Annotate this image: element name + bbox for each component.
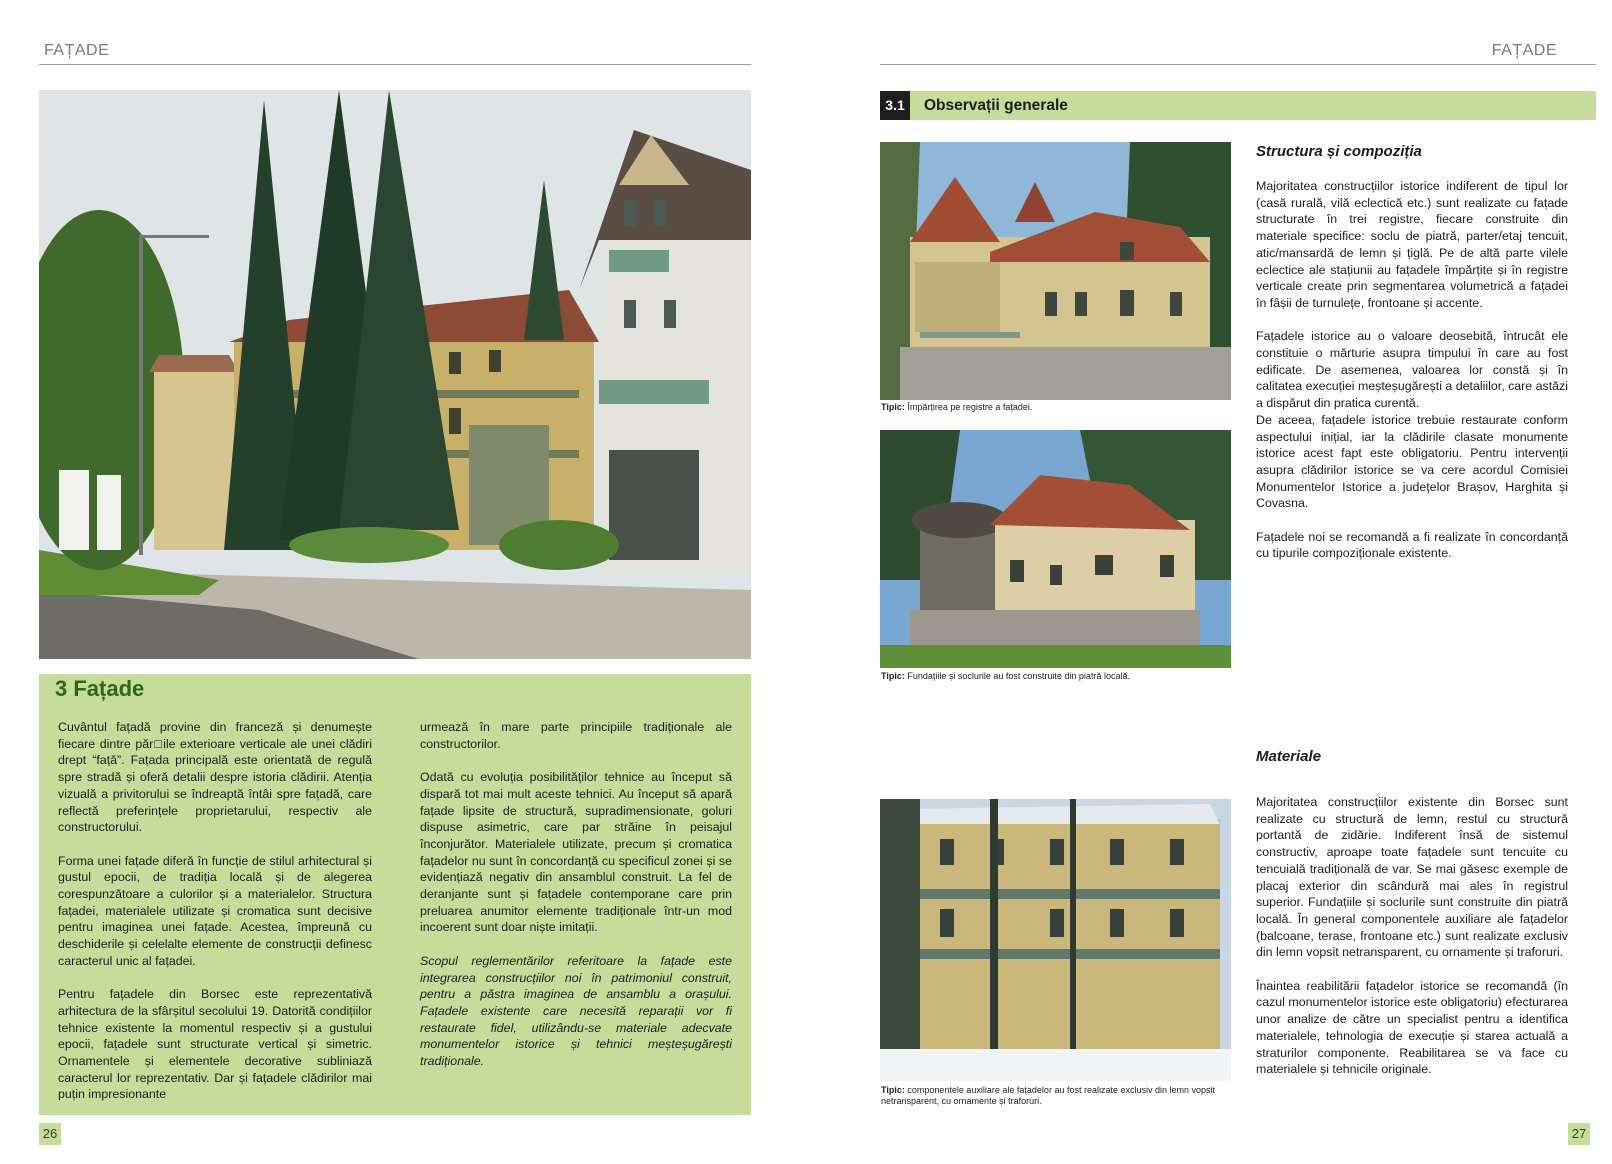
header-rule bbox=[880, 64, 1596, 65]
subsection-title: Structura și compoziția bbox=[1256, 143, 1422, 160]
running-head: FAȚADE bbox=[44, 42, 110, 59]
section-number: 3.1 bbox=[880, 91, 910, 120]
villa-photo-1 bbox=[880, 142, 1231, 400]
paragraph: Fațadele istorice au o valoare deosebită, întrucât ele constituie o mărturie asupra timpului în care au fost edificate. De asemenea, valoarea lor constă și în calitatea execuției meșteșugărești a detaliilor, care astăzi a dispărut din pratica curentă. bbox=[1256, 329, 1568, 411]
chapter-title: 3 Fațade bbox=[55, 676, 145, 701]
text-column-1 bbox=[58, 719, 372, 1120]
right-page bbox=[806, 0, 1612, 1164]
page-number: 26 bbox=[39, 1123, 61, 1145]
materiale-text bbox=[1256, 794, 1568, 1095]
street-photo bbox=[39, 90, 751, 659]
paragraph: Pentru fațadele din Borsec este reprezentativă arhitectura de la sfârșitul secolului 19. Datorită condițiilor tehnice existente la momentul respectiv și a gustului epocii, fațadele sunt structurate vertical și simetric. Ornamentele și elementele decorative subliniază caracterul lor reprezentativ. Dar și fațadele clădirilor mai puțin impresionante bbox=[58, 987, 372, 1102]
paragraph: Fațadele noi se recomandă a fi realizate în concordanță cu tipurile compoziționale existente. bbox=[1256, 529, 1568, 561]
section-title: Observații generale bbox=[924, 97, 1068, 114]
villa-photo-2 bbox=[880, 430, 1231, 668]
subsection-title: Materiale bbox=[1256, 748, 1322, 765]
paragraph: De aceea, fațadele istorice trebuie restaurate conform aspectului inițial, iar la clădirile clasate monumente istorice acest fapt este obligatoriu. Pentru intervenții asupra clădirilor istorice se va cere acordul Comisiei Monumentelor Istorice a județelor Brașov, Harghita și Covasna. bbox=[1256, 412, 1568, 511]
paragraph-italic: Scopul reglementărilor referitoare la fațade este integrarea construcțiilor noi în patrimoniul construit, pentru a păstra imaginea de ansamblu a orașului. Fațadele existente care necesită reparații vor fi restaurate fidel, utilizându-se materiale adecvate monumentelor istorice și tehnici meșteșugărești tradiționale. bbox=[420, 953, 732, 1069]
paragraph: Majoritatea construcțiilor existente din Borsec sunt realizate cu structură de lemn, restul cu structură portantă de zidărie. Indiferent însă de sistemul constructiv, aproape toate fațadele sunt tencuite cu tencuială tradițională de var. Se mai găsesc exemple de placaj exterior din scândură mai ales în registrul superior. Fundațiile și soclurile sunt construite din piatră locală. În general componentele auxiliare ale fațadelor (balcoane, terase, frontoane etc.) sunt realizate exclusiv din lemn vopsit netransparent, cu ornamente și traforuri. bbox=[1256, 795, 1568, 960]
paragraph: Odată cu evoluția posibilităților tehnice au început să dispară tot mai mult aceste tehnici. Au început să apară fațade lipsite de structură, supradimensionate, goluri dispuse asimetric, care par străine în peisajul înconjurător. Materialele utilizate, precum și cromatica fațadelor nu sunt în concordanță cu specificul zonei și se evidențiază negativ din ansamblul construit. La fel de deranjante sunt și fațadele contemporane care prin preluarea anumitor elemente tradiționale într-un mod incoerent sunt doar niște imitații. bbox=[420, 770, 732, 935]
text-column-2 bbox=[420, 719, 732, 1086]
paragraph: Cuvântul fațadă provine din franceză și denumește fiecare dintre păr□ile exterioare verticale ale unei clădiri drept “față”. Fațada principală este orientată de regulă spre stradă și oferă detalii despre istoria clădirii. Atenția vizuală a privitorului se îndreaptă întâi spre fațadă, care reflectă preferințele proprietarului, respectiv ale constructorului. bbox=[58, 720, 372, 835]
chapter-panel bbox=[39, 674, 751, 1115]
photo-caption: Tipic: Fundațiile și soclurile au fost construite din piatră locală. bbox=[881, 671, 1130, 681]
running-head: FAȚADE bbox=[1491, 42, 1557, 59]
header-rule bbox=[39, 64, 751, 65]
photo-caption: Tipic: componentele auxiliare ale fațadelor au fost realizate exclusiv din lemn vopsit netransparent, cu ornamente și traforuri. bbox=[881, 1085, 1216, 1106]
paragraph: Forma unei fațade diferă în funcție de stilul arhitectural și gustul epocii, de tradiția locală și de alegerea corespunzătoare a culorilor și a materialelor. Structura fațadei, materialele utilizate și cromatica sunt decisive pentru imaginea unei fațade. Acestea, împreună cu deschiderile și celelalte elemente de construcții definesc caracterul unic al fațadei. bbox=[58, 853, 372, 968]
section-bar bbox=[880, 91, 1596, 120]
photo-caption: Tipic: Împărțirea pe registre a fațadei. bbox=[881, 402, 1033, 412]
villa-photo-3 bbox=[880, 799, 1231, 1081]
paragraph: urmează în mare parte principiile tradiționale ale constructorilor. bbox=[420, 720, 732, 751]
structura-text bbox=[1256, 178, 1568, 579]
paragraph: Majoritatea construcțiilor istorice indiferent de tipul lor (casă rurală, vilă eclectică etc.) sunt realizate cu fațade structurate în trei registre, fiecare construite din materiale specifice: soclu de piatră, parter/etaj tencuit, atic/mansardă de lemn și țiglă. Pe de altă parte vilele eclectice ale stațiunii au fațadele împărțite și în registre verticale create prin segmentarea volumetrică a fațadei în fâșii de turnulețe, frontoane și accente. bbox=[1256, 179, 1568, 310]
page-number: 27 bbox=[1568, 1123, 1590, 1145]
paragraph: Înaintea reabilitării fațadelor istorice se recomandă (în cazul monumentelor istorice este obligatoriu) efecturarea unor analize de către un specialist pentru a identifica materialele, tehnologia de execuție și starea actuală a straturilor componente. Reabilitarea se va face cu materialele și tehnicile originale. bbox=[1256, 978, 1568, 1077]
